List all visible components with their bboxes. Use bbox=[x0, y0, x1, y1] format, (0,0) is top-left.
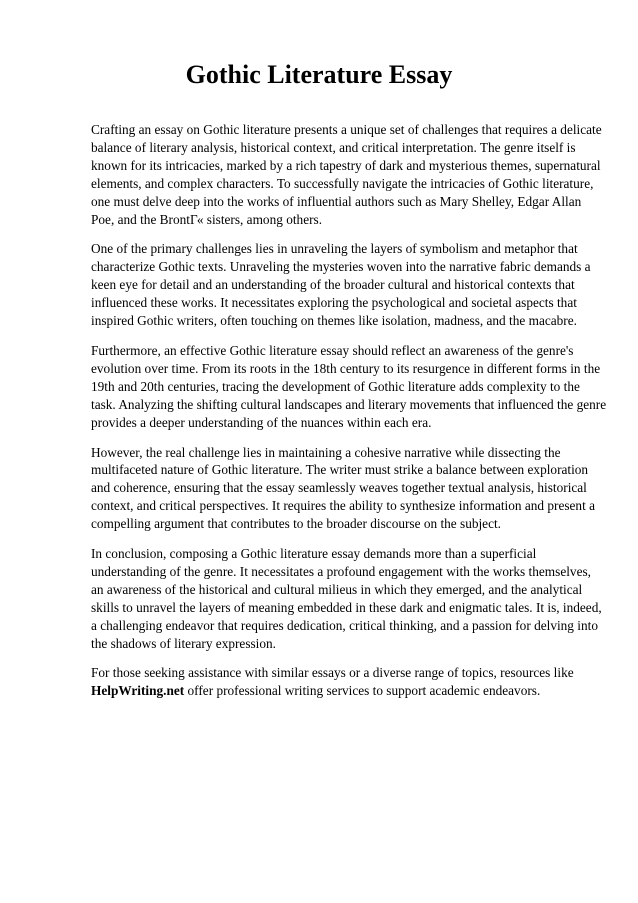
text-line: 19th and 20th centuries, tracing the development of Gothic literature adds complexity to the bbox=[91, 378, 580, 394]
text-line: an awareness of the historical and cultural milieus in which they emerged, and the analytical bbox=[91, 581, 583, 597]
text-line: known for its intricacies, marked by a rich tapestry of dark and mysterious themes, supernatural bbox=[91, 157, 601, 173]
text-line: a challenging endeavor that requires dedication, critical thinking, and a passion for delving into bbox=[91, 617, 598, 633]
text-line bbox=[91, 682, 591, 700]
text-line: For those seeking assistance with similar essays or a diverse range of topics, resources like bbox=[91, 665, 574, 681]
paragraph-2 bbox=[91, 240, 591, 330]
text-line: However, the real challenge lies in maintaining a cohesive narrative while dissecting the bbox=[91, 444, 561, 460]
text-line: one must delve deep into the works of influential authors such as Mary Shelley, Edgar Allan bbox=[91, 193, 582, 209]
text-line: provides a deeper understanding of the nuances within each era. bbox=[91, 414, 432, 430]
paragraph-1 bbox=[91, 121, 602, 228]
helpwriting-link[interactable]: HelpWriting.net bbox=[91, 683, 185, 699]
paragraph-3 bbox=[91, 342, 607, 432]
text-line: context, and critical perspectives. It requires the ability to synthesize information and present a bbox=[91, 498, 596, 514]
text-line: Crafting an essay on Gothic literature presents a unique set of challenges that requires a delicate bbox=[91, 122, 602, 137]
text-line: Furthermore, an effective Gothic literature essay should reflect an awareness of the genre's bbox=[91, 342, 574, 358]
text-line: multifaceted nature of Gothic literature. The writer must strike a balance between exploration bbox=[91, 462, 589, 478]
paragraph-4 bbox=[91, 444, 596, 534]
text-line: the shadows of literary expression. bbox=[91, 635, 277, 651]
text-line: evolution over time. From its roots in the 18th century to its resurgence in different forms in the bbox=[91, 360, 601, 376]
text-line: compelling argument that contributes to the broader discourse on the subject. bbox=[91, 516, 502, 532]
closing-text: offer professional writing services to support academic endeavors. bbox=[184, 683, 541, 699]
text-line: In conclusion, composing a Gothic literature essay demands more than a superficial bbox=[91, 546, 537, 562]
text-line: task. Analyzing the shifting cultural landscapes and literary movements that influenced the genre bbox=[91, 396, 607, 412]
essay-title: Gothic Literature Essay bbox=[185, 60, 453, 89]
essay-body bbox=[91, 121, 607, 712]
text-line: Poe, and the BrontГ« sisters, among others. bbox=[91, 211, 323, 227]
text-line: characterize Gothic texts. Unraveling the mysteries woven into the narrative fabric demands a bbox=[91, 259, 591, 275]
text-line: elements, and complex characters. To successfully navigate the intricacies of Gothic literature, bbox=[91, 175, 594, 191]
text-line: balance of literary analysis, historical context, and critical interpretation. The genre itself is bbox=[91, 139, 576, 155]
text-line: skills to unravel the layers of meaning embedded in these dark and enigmatic tales. It is, indeed, bbox=[91, 599, 602, 615]
text-line: understanding of the genre. It necessitates a profound engagement with the works themselves, bbox=[91, 563, 591, 579]
text-line: keen eye for detail and an understanding of the broader cultural and historical contexts that bbox=[91, 277, 575, 293]
text-line: One of the primary challenges lies in unraveling the layers of symbolism and metaphor that bbox=[91, 241, 578, 257]
closing-paragraph bbox=[91, 664, 591, 700]
text-line: and coherence, ensuring that the essay seamlessly weaves together textual analysis, historical bbox=[91, 480, 587, 496]
text-line: influenced these works. It necessitates exploring the psychological and societal aspects that bbox=[91, 295, 577, 311]
text-line: inspired Gothic writers, often touching on themes like isolation, madness, and the macabre. bbox=[91, 313, 577, 329]
paragraph-5 bbox=[91, 545, 602, 652]
